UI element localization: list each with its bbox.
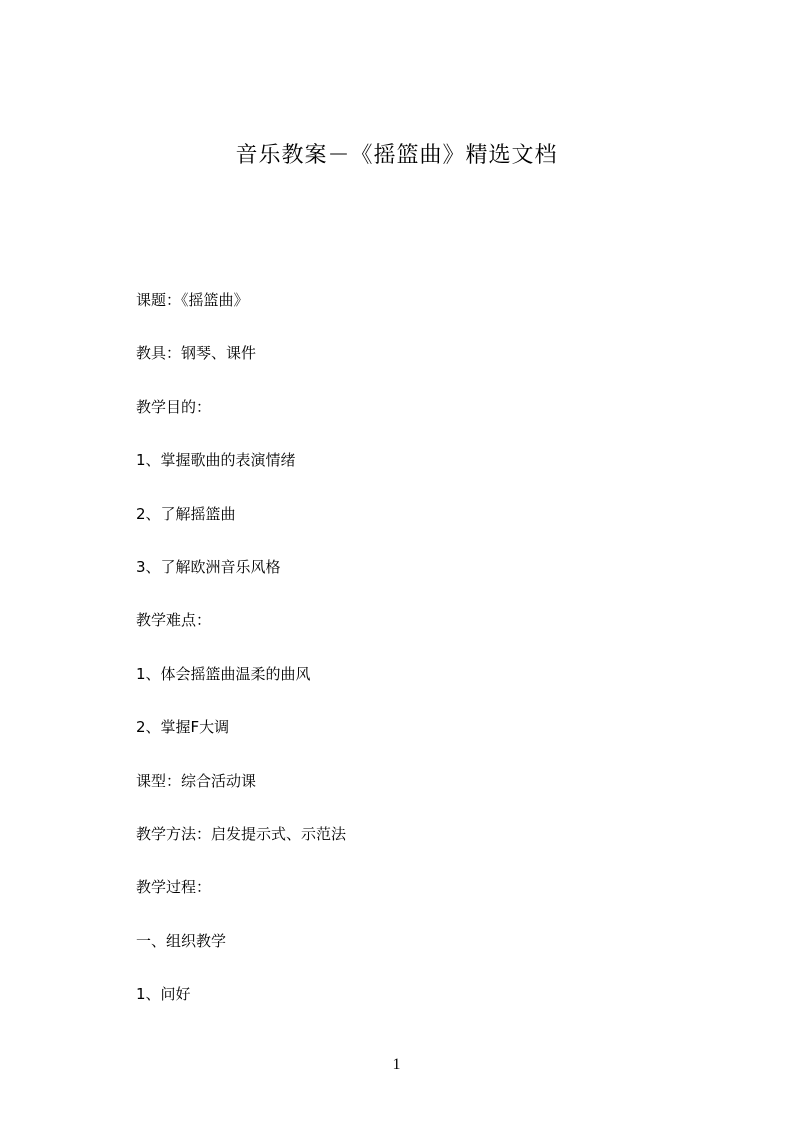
text-line: 课题：《摇篮曲》: [136, 291, 249, 309]
text-line: 1、问好: [136, 985, 191, 1004]
text-line: 教学难点：: [136, 611, 212, 630]
text-line: 1、体会摇篮曲温柔的曲风: [136, 664, 311, 683]
text-line: 教学目的：: [136, 397, 212, 416]
text-line: 一、组织教学: [136, 931, 227, 950]
text-line: 2、掌握F大调: [136, 718, 230, 737]
page-number: 1: [392, 1056, 401, 1073]
page-title: 音乐教案－《摇篮曲》精选文档: [235, 143, 558, 168]
content-lines: [136, 288, 696, 1035]
text-line: 教学方法：启发提示式、示范法: [136, 824, 347, 843]
text-line: 1、掌握歌曲的表演情绪: [136, 451, 296, 470]
text-line: 教具：钢琴、课件: [136, 344, 257, 363]
text-line: 教学过程：: [136, 878, 212, 897]
text-line: 2、了解摇篮曲: [136, 504, 236, 523]
text-line: 3、了解欧洲音乐风格: [136, 557, 281, 576]
text-line: 课型：综合活动课: [136, 771, 257, 790]
